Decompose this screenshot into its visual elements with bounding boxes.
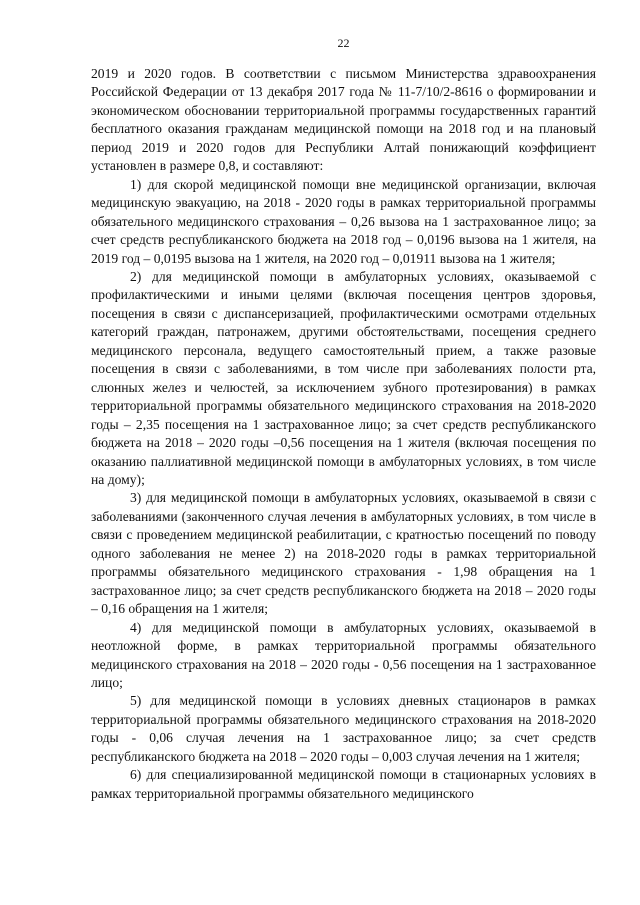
paragraph-item-5: 5) для медицинской помощи в условиях дневных стационаров в рамках территориальной программы обязательного медицинского страхования на 2018-2020 годы - 0,06 случая лечения на 1 застрахованное лицо; за счет средств республиканского бюджета на 2018 – 2020 годы – 0,003 случая лечения на 1 жителя; [91,693,596,764]
paragraph-item-6: 6) для специализированной медицинской помощи в стационарных условиях в рамках территориальной программы обязательного медицинского [91,767,596,801]
paragraph-item-4: 4) для медицинской помощи в амбулаторных условиях, оказываемой в неотложной форме, в рамках территориальной программы обязательного медицинского страхования на 2018 – 2020 годы - 0,56 посещения на 1 застрахованное лицо; [91,619,596,690]
paragraph-item-1: 1) для скорой медицинской помощи вне медицинской организации, включая медицинскую эвакуацию, на 2018 - 2020 годы в рамках территориальной программы обязательного медицинского страхования – 0,26 вызова на 1 застрахованное лицо; за счет средств республиканского бюджета на 2018 год – 0,0196 вызова на 1 жителя, на 2019 год – 0,0195 вызова на 1 жителя, на 2020 год – 0,01911 вызова на 1 жителя; [91,176,596,266]
document-page [91,32,596,803]
paragraph-intro: 2019 и 2020 годов. В соответствии с письмом Министерства здравоохранения Российской Федерации от 13 декабря 2017 года № 11-7/10/2-8616 о формировании и экономическом обосновании территориальной программы государственных гарантий бесплатного оказания гражданам медицинской помощи на 2018 год и на плановый период 2019 и 2020 годов для Республики Алтай понижающий коэффициент установлен в размере 0,8, и составляют: [91,66,596,174]
paragraph-item-3: 3) для медицинской помощи в амбулаторных условиях, оказываемой в связи с заболеваниями (законченного случая лечения в амбулаторных условиях, в том числе в связи с проведением медицинской реабилитации, с кратностью посещений по поводу одного заболевания не менее 2) на 2018-2020 годы в рамках территориальной программы обязательного медицинского страхования - 1,98 обращения на 1 застрахованное лицо; за счет средств республиканского бюджета на 2018 – 2020 годы – 0,16 обращения на 1 жителя; [91,490,596,617]
paragraph-item-2: 2) для медицинской помощи в амбулаторных условиях, оказываемой с профилактическими и иными целями (включая посещения центров здоровья, посещения в связи с диспансеризацией, профилактическими осмотрами отдельных категорий граждан, патронажем, другими обстоятельствами, посещения среднего медицинского персонала, ведущего самостоятельный прием, а также разовые посещения в связи с заболеваниями, в том числе при заболеваниях полости рта, слюнных желез и челюстей, за исключением зубного протезирования) в рамках территориальной программы обязательного медицинского страхования на 2018-2020 годы – 2,35 посещения на 1 застрахованное лицо; за счет средств республиканского бюджета на 2018 – 2020 годы –0,56 посещения на 1 жителя (включая посещения по оказанию паллиативной медицинской помощи в амбулаторных условиях, в том числе на дому); [91,268,596,487]
page-number: 22 [337,36,350,50]
